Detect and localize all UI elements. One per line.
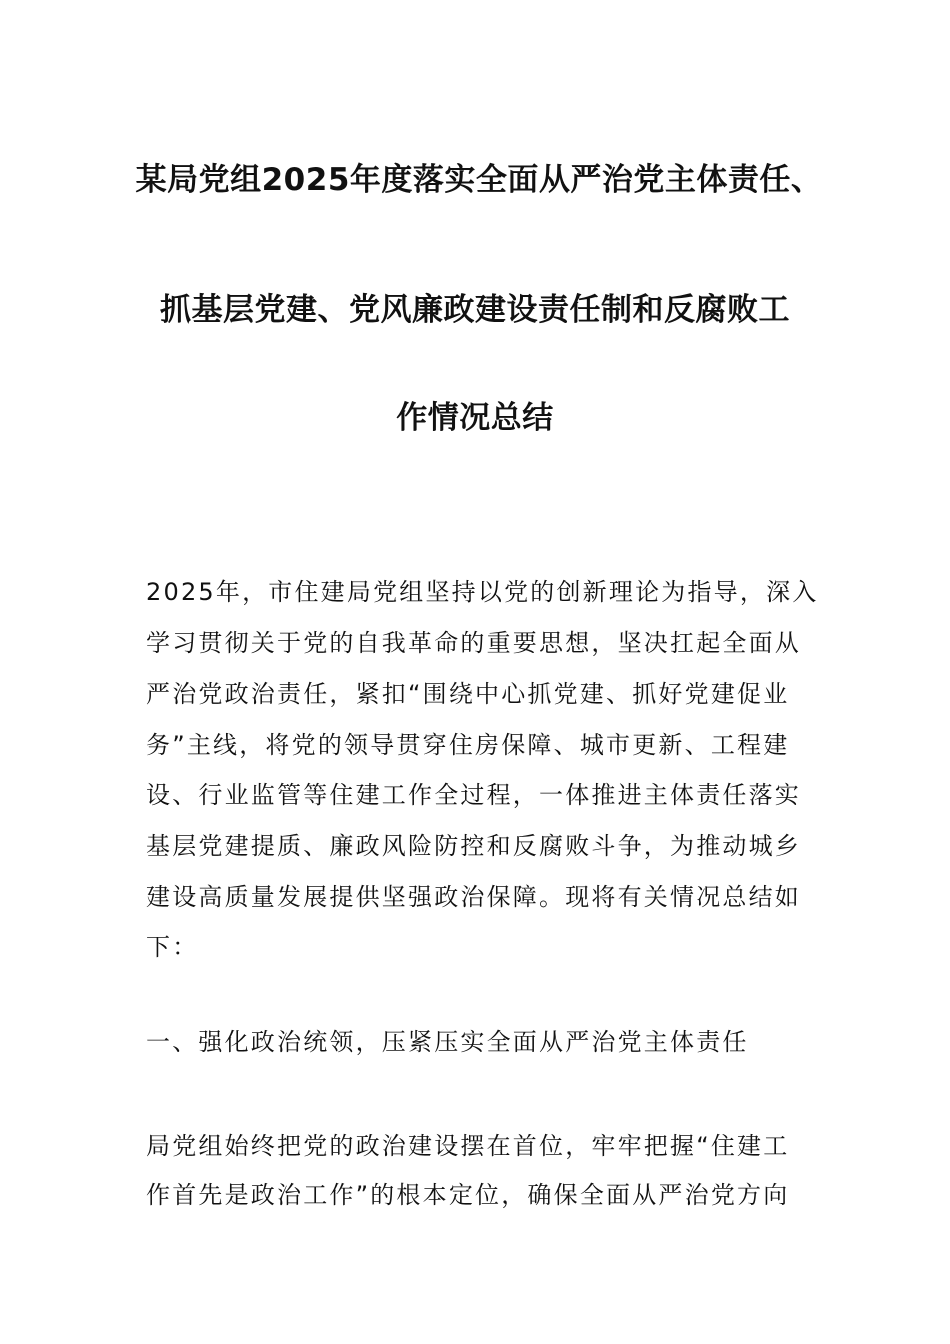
intro-line: 下：	[146, 933, 199, 961]
section-1-heading: 一、强化政治统领，压紧压实全面从严治党主体责任	[146, 1028, 749, 1056]
section-1-line: 局党组始终把党的政治建设摆在首位，牢牢把握“住建工	[146, 1132, 790, 1160]
section-1-line: 作首先是政治工作”的根本定位，确保全面从严治党方向	[146, 1181, 790, 1209]
intro-line: 务”主线，将党的领导贯穿住房保障、城市更新、工程建	[146, 731, 790, 759]
document-title-line-3: 作情况总结	[396, 400, 554, 436]
intro-line: 建设高质量发展提供坚强政治保障。现将有关情况总结如	[146, 883, 801, 911]
intro-line: 严治党政治责任，紧扣“围绕中心抓党建、抓好党建促业	[146, 680, 790, 708]
document-title-line-1: 某局党组2025年度落实全面从严治党主体责任、	[135, 162, 823, 198]
intro-line: 2025年，市住建局党组坚持以党的创新理论为指导，深入	[146, 578, 819, 606]
document-title-line-2: 抓基层党建、党风廉政建设责任制和反腐败工	[160, 292, 790, 328]
intro-line: 学习贯彻关于党的自我革命的重要思想，坚决扛起全面从	[146, 629, 801, 657]
intro-line: 设、行业监管等住建工作全过程，一体推进主体责任落实	[146, 781, 801, 809]
intro-line: 基层党建提质、廉政风险防控和反腐败斗争，为推动城乡	[146, 832, 801, 860]
